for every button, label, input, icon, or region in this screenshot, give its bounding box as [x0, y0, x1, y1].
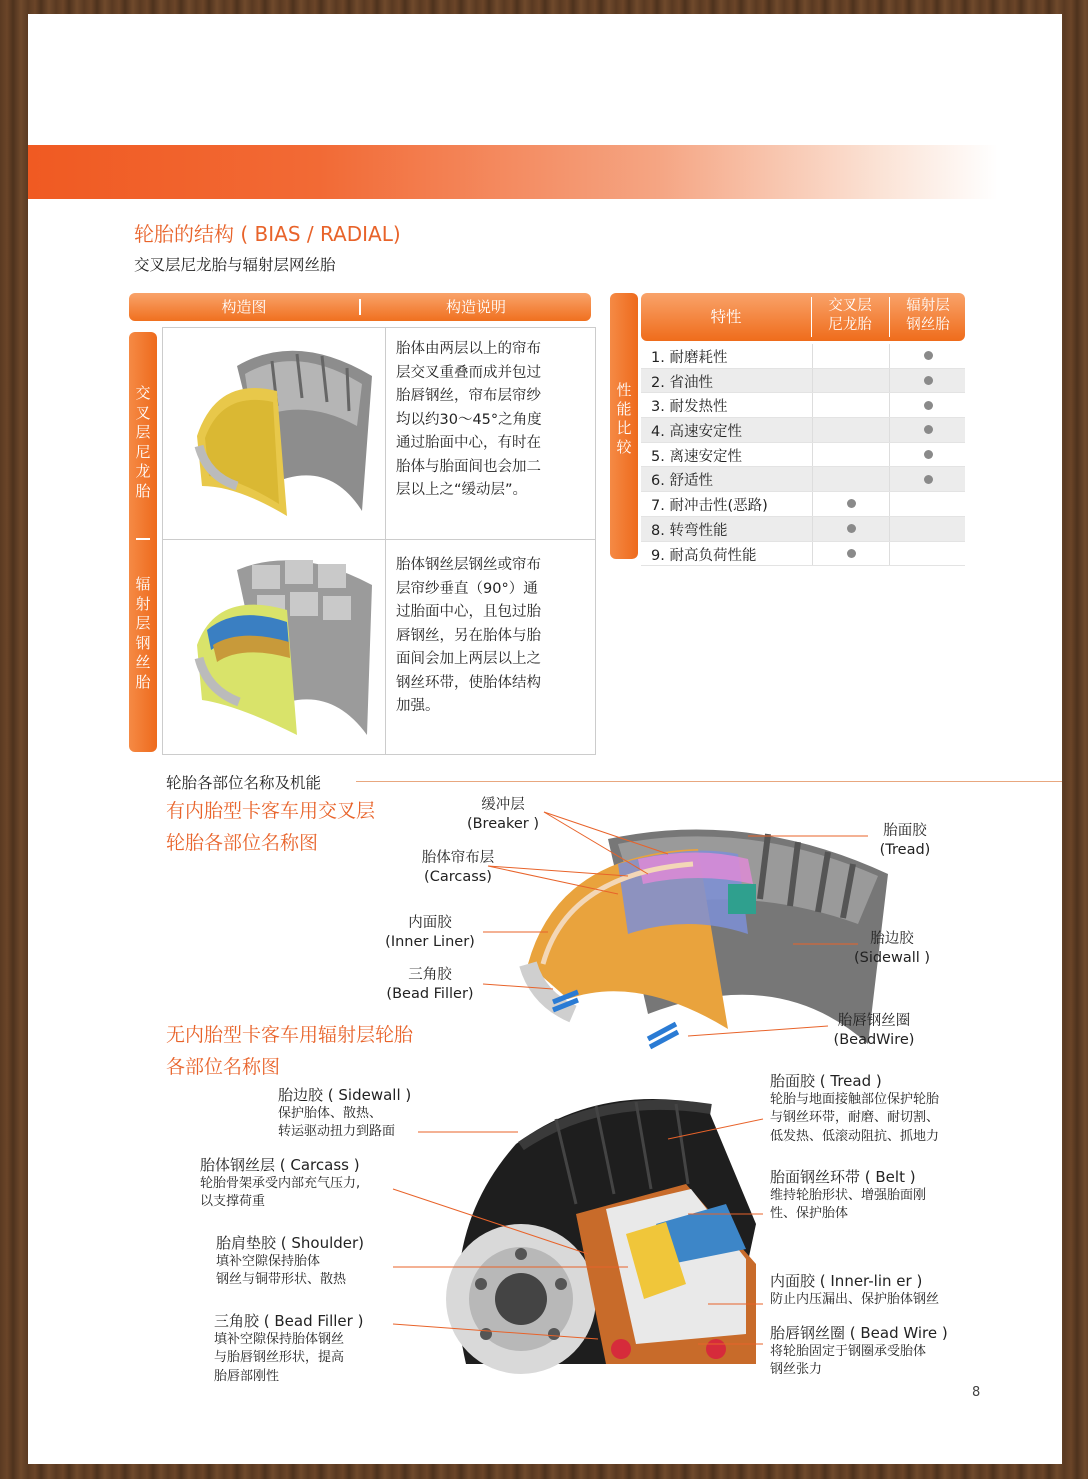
bias-diagram-heading: 有内胎型卡客车用交叉层 轮胎各部位名称图 [166, 800, 376, 854]
performance-label: 1. 耐磨耗性 [651, 350, 728, 366]
radial-sidewall-callout: 胎边胶 ( Sidewall ) 保护胎体、散热、 转运驱动扭力到路面 [278, 1086, 412, 1139]
description-line: 加强。 [396, 698, 440, 714]
description-line: 钢丝环带，使胎体结构 [396, 674, 541, 691]
performance-label: 5. 离速安定性 [651, 448, 742, 465]
label-bead-filler: 三角胶 (Bead Filler) [386, 967, 474, 1002]
performance-label: 2. 省油性 [651, 374, 713, 391]
radial-diagram-heading: 无内胎型卡客车用辐射层轮胎 各部位名称图 [166, 1024, 414, 1078]
label-sidewall: 胎边胶 (Sidewall ) [853, 931, 931, 966]
description-line: 层交叉重叠而成并包过 [396, 364, 541, 381]
description-line: 面间会加上两层以上之 [396, 651, 541, 667]
description-line: 唇钢丝，另在胎体与胎 [396, 627, 541, 644]
label-tread: 胎面胶 (Tread) [879, 823, 931, 858]
description-line: 胎体由两层以上的帘布 [396, 341, 541, 357]
performance-side-label: 性 能 比 较 [610, 293, 638, 559]
description-line: 胎体钢丝层钢丝或帘布 [396, 557, 541, 573]
header-trait: 特性 [710, 308, 742, 326]
description-line: 胎唇钢丝，帘布层帘纱 [396, 388, 541, 404]
radial-tread-callout: 胎面胶 ( Tread ) 轮胎与地面接触部位保护轮胎 与钢丝环带，耐磨、耐切割、 低发热、低滚动阻抗、抓地力 [770, 1072, 940, 1144]
label-breaker: 缓冲层 (Breaker ) [466, 797, 540, 832]
radial-bead-filler-callout: 三角胶 ( Bead Filler ) 填补空隙保持胎体钢丝 与胎唇钢丝形状，提高 胎唇部刚性 [214, 1312, 364, 1384]
header-bias: 交叉层 尼龙胎 [828, 298, 872, 333]
description-line: 胎体与胎面间也会加二 [396, 458, 541, 475]
label-bead-wire: 胎唇钢丝圈 (BeadWire) [833, 1013, 915, 1048]
description-line: 过胎面中心，且包过胎 [396, 604, 541, 620]
radial-row-label: 辐 射 层 钢 丝 胎 [135, 575, 151, 691]
parts-section-title: 轮胎各部位名称及机能 [166, 774, 322, 792]
radial-shoulder-callout: 胎肩垫胶 ( Shoulder) 填补空隙保持胎体 钢丝与铜带形状、散热 [216, 1234, 365, 1287]
performance-label: 6. 舒适性 [651, 473, 713, 490]
description-line: 均以约30～45°之角度 [396, 411, 542, 428]
section-title: 轮胎的结构 ( BIAS / RADIAL) [134, 222, 401, 246]
performance-label: 8. 转弯性能 [651, 522, 728, 539]
bias-row-label: 交 叉 层 尼 龙 胎 [135, 384, 151, 500]
label-inner-liner: 内面胶 (Inner Liner) [385, 915, 475, 950]
radial-leader-lines [28, 14, 1062, 1464]
header-radial: 辐射层 钢丝胎 [906, 298, 950, 333]
description-line: 层帘纱垂直（90°）通 [396, 580, 538, 597]
performance-label: 4. 高速安定性 [651, 424, 742, 441]
description-line: 层以上之“缓动层”。 [396, 482, 528, 498]
radial-belt-callout: 胎面钢丝环带 ( Belt ) 维持轮胎形状、增强胎面刚 性、保护胎体 [770, 1168, 927, 1221]
header-description: 构造说明 [445, 298, 506, 316]
section-subtitle: 交叉层尼龙胎与辐射层网丝胎 [134, 256, 336, 274]
performance-label: 7. 耐冲击性(恶路) [651, 498, 768, 515]
page-number: 8 [972, 1385, 981, 1400]
header-diagram: 构造图 [221, 298, 267, 316]
radial-inner-liner-callout: 内面胶 ( Inner-lin er ) 防止内压漏出、保护胎体钢丝 [770, 1272, 940, 1307]
performance-label: 3. 耐发热性 [651, 399, 728, 416]
radial-bead-wire-callout: 胎唇钢丝圈 ( Bead Wire ) 将轮胎固定于钢圈承受胎体 钢丝张力 [770, 1324, 948, 1377]
performance-label: 9. 耐高负荷性能 [651, 547, 757, 564]
radial-carcass-callout: 胎体钢丝层 ( Carcass ) 轮胎骨架承受内部充气压力, 以支撑荷重 [200, 1156, 361, 1209]
brochure-page [28, 14, 1062, 1464]
label-carcass: 胎体帘布层 (Carcass) [421, 850, 495, 885]
description-line: 通过胎面中心，有时在 [396, 435, 541, 451]
